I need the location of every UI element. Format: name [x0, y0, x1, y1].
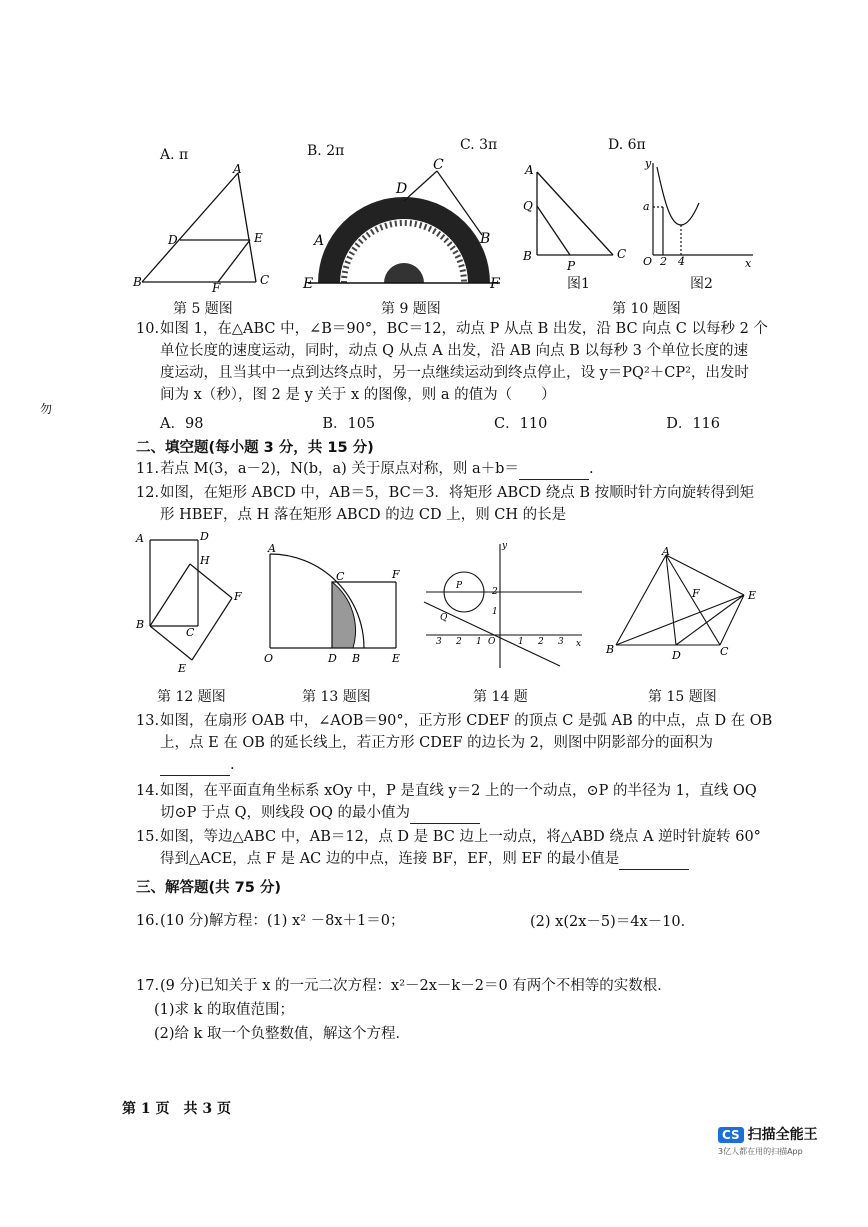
question-13: 13.如图，在扇形 OAB 中，∠AOB＝90°，正方形 CDEF 的顶点 C 是弧 AB 的中点，点 D 在 OB 上，点 E 在 OB 的延长线上，若正方形 CDEF 的边长为 2，则图中阴影部分的面积为 .	[136, 710, 776, 776]
figure-14	[420, 538, 590, 673]
figure-9	[300, 155, 510, 295]
svg-text:3: 3	[558, 637, 564, 647]
svg-text:F: F	[234, 590, 242, 603]
section-3-heading: 三、解答题(共 75 分)	[136, 880, 282, 896]
option-a: A. π	[160, 147, 189, 163]
caption-fig12: 第 12 题图	[157, 689, 226, 705]
svg-text:2: 2	[456, 637, 462, 647]
svg-text:P: P	[567, 259, 576, 273]
question-16: 16.(10 分)解方程：(1) x² －8x＋1＝0；	[136, 913, 405, 929]
svg-text:D: D	[168, 233, 178, 247]
svg-text:B: B	[136, 618, 145, 631]
svg-text:1: 1	[492, 607, 498, 617]
caption-fig14: 第 14 题	[473, 689, 528, 705]
svg-text:y: y	[502, 541, 508, 551]
svg-text:A: A	[314, 233, 325, 249]
option-d: D. 6π	[608, 137, 646, 153]
svg-text:A: A	[662, 545, 670, 558]
svg-text:D: D	[396, 181, 408, 197]
caption-fig10: 第 10 题图	[612, 301, 681, 317]
svg-text:C: C	[617, 247, 627, 261]
margin-mark: 勿	[40, 402, 53, 416]
svg-text:x: x	[576, 639, 582, 649]
figure-5	[130, 160, 280, 295]
svg-text:F: F	[692, 587, 700, 600]
svg-text:H: H	[200, 554, 210, 567]
question-15: 15.如图，等边△ABC 中，AB＝12，点 D 是 BC 边上一动点，将△ABD 绕点 A 逆时针旋转 60° 得到△ACE，点 F 是 AC 边的中点，连接 BF，EF，则 EF 的最小值是	[136, 826, 776, 870]
svg-text:C: C	[336, 570, 345, 583]
svg-text:C: C	[260, 273, 270, 287]
caption-fig9: 第 9 题图	[381, 301, 441, 317]
svg-text:a: a	[643, 200, 650, 213]
svg-text:O: O	[264, 652, 274, 665]
question-14: 14.如图，在平面直角坐标系 xOy 中，P 是直线 y＝2 上的一个动点，⊙P 的半径为 1，直线 OQ 切⊙P 于点 Q，则线段 OQ 的最小值为	[136, 780, 776, 824]
options-q10: A．98 B．105 C．110 D．116	[160, 416, 720, 432]
svg-text:B: B	[523, 249, 532, 263]
question-10: 10.如图 1，在△ABC 中，∠B＝90°，BC＝12，动点 P 从点 B 出发，沿 BC 向点 C 以每秒 2 个 单位长度的速度运动，同时，动点 Q 从点 A 出发，沿 AB 向点 B 以每秒 3 个单位长度的速 度运动，且当其中一点到达终点时，另一点继续运动到终点停止，设 y＝PQ²＋CP²，出发时 间为 x（秒），图 2 是 y 关于 x 的图像，则 a 的值为（ ）	[136, 321, 768, 403]
svg-text:O: O	[643, 255, 653, 268]
svg-text:A: A	[268, 542, 276, 555]
svg-text:C: C	[720, 645, 729, 658]
svg-text:E: E	[392, 652, 401, 665]
svg-text:D: D	[672, 649, 681, 662]
svg-text:1: 1	[476, 637, 482, 647]
svg-text:F: F	[490, 276, 500, 292]
svg-text:E: E	[254, 231, 263, 245]
svg-text:B: B	[606, 643, 615, 656]
svg-text:Q: Q	[523, 199, 533, 213]
svg-text:2: 2	[492, 587, 498, 597]
question-17: 17.(9 分)已知关于 x 的一元二次方程：x²－2x－k－2＝0 有两个不相等的实数根． (1)求 k 的取值范围； (2)给 k 取一个负整数值，解这个方程．	[136, 978, 672, 1042]
svg-text:3: 3	[436, 637, 442, 647]
svg-text:y: y	[645, 157, 652, 170]
caption-fig13: 第 13 题图	[302, 689, 371, 705]
svg-text:B: B	[133, 275, 142, 289]
caption-fig15: 第 15 题图	[648, 689, 717, 705]
svg-text:A: A	[233, 162, 242, 176]
figure-13	[258, 538, 408, 668]
svg-text:1: 1	[518, 637, 524, 647]
svg-text:B: B	[352, 652, 361, 665]
svg-text:C: C	[186, 626, 195, 639]
scanner-watermark: CS 扫描全能王 3亿人都在用的扫描App	[718, 1127, 818, 1156]
scanner-logo-icon: CS	[718, 1127, 744, 1143]
caption-fig10-1: 图1	[567, 276, 590, 292]
figure-12	[130, 528, 250, 678]
svg-text:x: x	[745, 257, 752, 270]
option-c: C. 3π	[460, 137, 498, 153]
question-12: 12.如图，在矩形 ABCD 中，AB＝5，BC＝3．将矩形 ABCD 绕点 B 按顺时针方向旋转得到矩 形 HBEF，点 H 落在矩形 ABCD 的边 CD 上，则 CH 的长是	[136, 485, 755, 523]
svg-text:2: 2	[660, 255, 667, 268]
svg-text:C: C	[433, 157, 444, 173]
svg-text:F: F	[212, 281, 221, 295]
svg-text:2: 2	[538, 637, 544, 647]
figure-10-1	[515, 160, 635, 285]
svg-text:E: E	[748, 589, 757, 602]
svg-text:A: A	[136, 532, 144, 545]
svg-text:D: D	[200, 530, 209, 543]
caption-fig10-2: 图2	[690, 276, 713, 292]
svg-text:E: E	[303, 276, 314, 292]
page-footer: 第 1 页 共 3 页	[122, 1101, 231, 1117]
svg-text:D: D	[328, 652, 337, 665]
svg-text:O: O	[488, 637, 496, 647]
section-2-heading: 二、填空题(每小题 3 分，共 15 分)	[136, 440, 374, 456]
svg-text:B: B	[480, 231, 491, 247]
question-11: 11.若点 M(3，a－2)，N(b，a) 关于原点对称，则 a＋b＝ .	[136, 458, 776, 480]
svg-text:Q: Q	[440, 613, 448, 623]
figure-10-2	[635, 155, 760, 273]
svg-text:E: E	[178, 662, 187, 675]
figure-15	[600, 545, 765, 665]
option-b: B. 2π	[307, 143, 345, 159]
question-16-part2: (2) x(2x－5)＝4x－10．	[530, 914, 696, 930]
svg-text:4: 4	[678, 255, 685, 268]
caption-fig5: 第 5 题图	[173, 301, 233, 317]
svg-text:F: F	[392, 568, 400, 581]
svg-text:P: P	[456, 581, 463, 591]
svg-text:A: A	[525, 163, 534, 177]
